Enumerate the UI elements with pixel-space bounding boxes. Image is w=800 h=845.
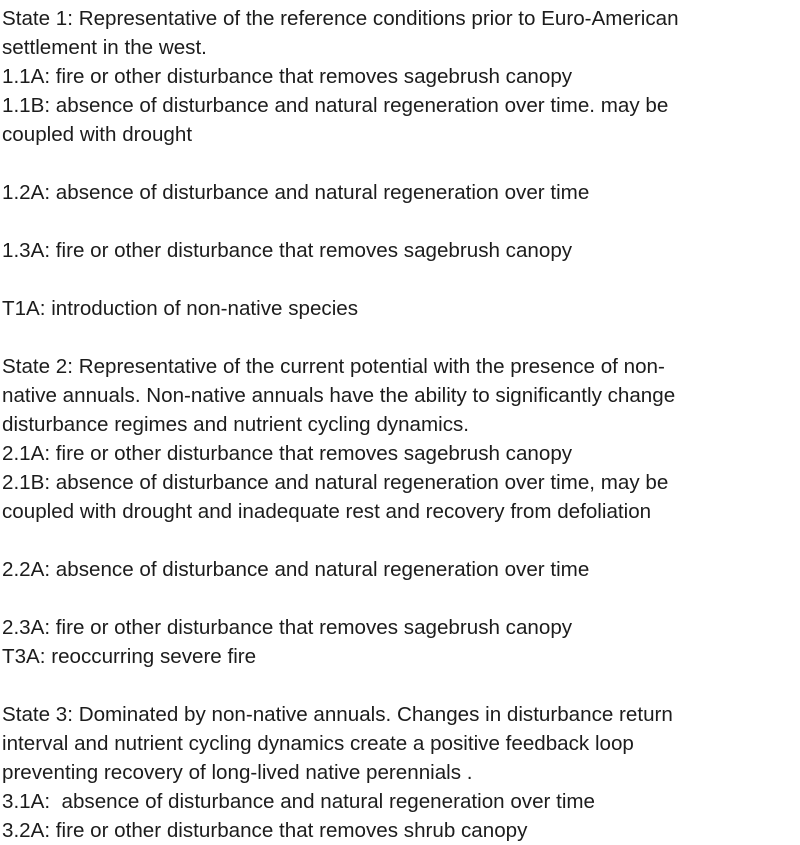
blank-line — [2, 323, 798, 352]
transition-T1A: T1A: introduction of non-native species — [2, 297, 359, 320]
blank-line — [2, 526, 798, 555]
pathway-1-3A: 1.3A: fire or other disturbance that removes sagebrush canopy — [2, 239, 573, 262]
pathway-3-1A: 3.1A: absence of disturbance and natural regeneration over time — [2, 790, 596, 813]
pathway-2-3A: 2.3A: fire or other disturbance that removes sagebrush canopy — [2, 616, 573, 639]
state-transition-legend — [2, 4, 798, 845]
blank-line — [2, 671, 798, 700]
pathway-2-1A: 2.1A: fire or other disturbance that removes sagebrush canopy — [2, 442, 573, 465]
pathway-2-1B-line-1: 2.1B: absence of disturbance and natural regeneration over time, may be — [2, 471, 669, 494]
pathway-3-2A: 3.2A: fire or other disturbance that removes shrub canopy — [2, 819, 528, 842]
blank-line — [2, 265, 798, 294]
state-2-description-line-2: native annuals. Non-native annuals have the ability to significantly change — [2, 384, 676, 407]
state-2-description-line-1: State 2: Representative of the current potential with the presence of non- — [2, 355, 665, 378]
transition-T3A: T3A: reoccurring severe fire — [2, 645, 257, 668]
pathway-2-2A: 2.2A: absence of disturbance and natural regeneration over time — [2, 558, 590, 581]
state-3-description-line-2: interval and nutrient cycling dynamics create a positive feedback loop — [2, 732, 634, 755]
state-1-description-line-1: State 1: Representative of the reference conditions prior to Euro-American — [2, 7, 679, 30]
state-3-description-line-1: State 3: Dominated by non-native annuals. Changes in disturbance return — [2, 703, 673, 726]
pathway-2-1B-line-2: coupled with drought and inadequate rest and recovery from defoliation — [2, 500, 652, 523]
pathway-1-2A: 1.2A: absence of disturbance and natural regeneration over time — [2, 181, 590, 204]
state-3-description-line-3: preventing recovery of long-lived native perennials . — [2, 761, 473, 784]
blank-line — [2, 584, 798, 613]
blank-line — [2, 149, 798, 178]
state-2-description-line-3: disturbance regimes and nutrient cycling dynamics. — [2, 413, 470, 436]
state-1-description-line-2: settlement in the west. — [2, 36, 207, 59]
pathway-1-1A: 1.1A: fire or other disturbance that removes sagebrush canopy — [2, 65, 573, 88]
pathway-1-1B-line-1: 1.1B: absence of disturbance and natural regeneration over time. may be — [2, 94, 669, 117]
pathway-1-1B-line-2: coupled with drought — [2, 123, 193, 146]
blank-line — [2, 207, 798, 236]
